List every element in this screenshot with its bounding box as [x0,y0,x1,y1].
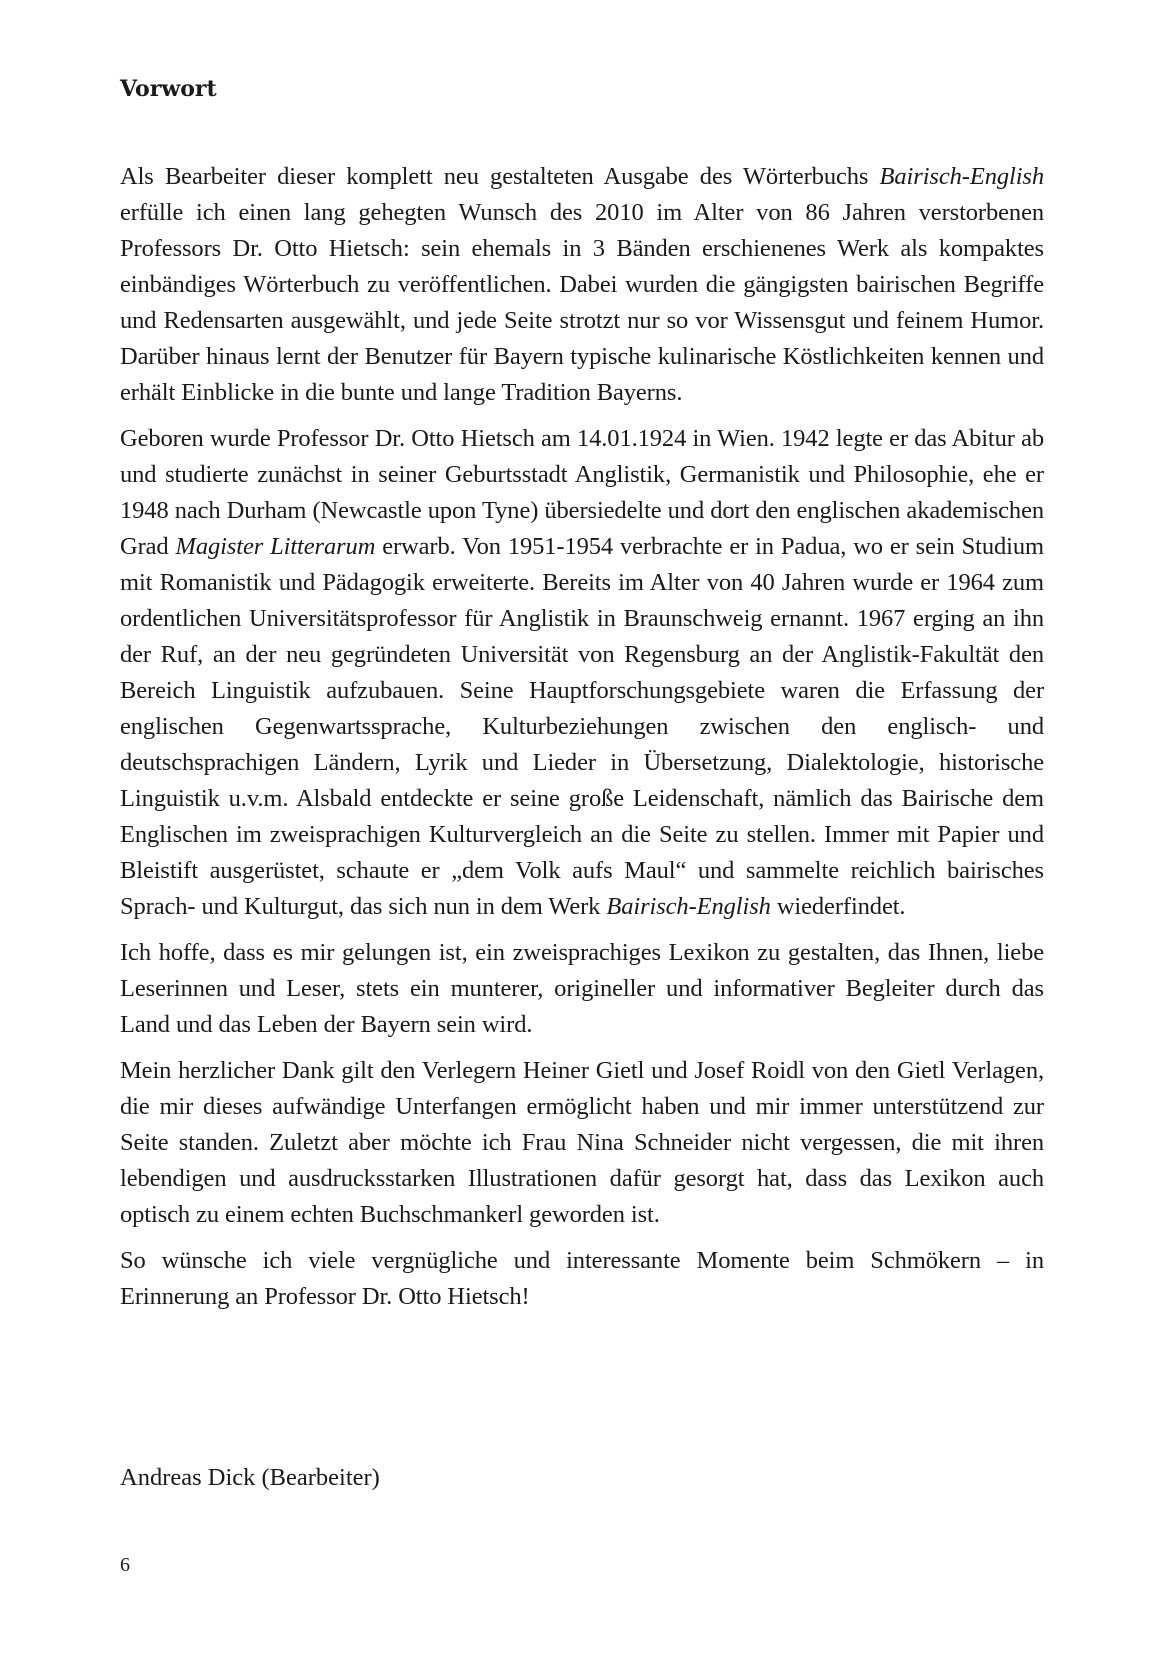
page-number: 6 [120,1554,130,1576]
paragraph-intro-text-2: erfülle ich einen lang gehegten Wunsch des 2010 im Alter von 86 Jahren verstorbenen Professors Dr. Otto Hietsch: sein ehemals in 3 Bänden erschienenes Werk als kompaktes einbändiges Wörterbuch zu veröffentlichen. Dabei wurden die gängigsten bairischen Begriffe und Redensarten ausgewählt, und jede Seite strotzt nur so vor Wissensgut und feinem Humor. Darüber hinaus lernt der Benutzer für Bayern typische kulinarische Köstlichkeiten kennen und erhält Einblicke in die bunte und lange Tradition Bayerns. [120,199,1044,406]
paragraph-intro [120,159,1044,411]
signature: Andreas Dick (Bearbeiter) [120,1464,380,1491]
paragraph-biography-text-3: wiederfindet. [770,893,906,920]
paragraph-biography [120,421,1044,925]
academic-degree: Magister Litterarum [175,533,376,560]
paragraph-thanks: Mein herzlicher Dank gilt den Verlegern Heiner Gietl und Josef Roidl von den Gietl Verlagen, die mir dieses aufwändige Unterfangen ermöglicht haben und mir immer unterstützend zur Seite standen. Zuletzt aber möchte ich Frau Nina Schneider nicht vergessen, die mit ihren lebendigen und ausdrucksstarken Illustrationen dafür gesorgt hat, dass das Lexikon auch optisch zu einem echten Buchschmankerl geworden ist. [120,1057,1044,1228]
book-title: Bairisch-English [879,163,1044,190]
paragraph-biography-text-1: Geboren wurde Professor Dr. Otto Hietsch am 14.01.1924 in Wien. 1942 legte er das Abitur ab und studierte zunächst in seiner Geburtsstadt Anglistik, Germanistik und Philosophie, ehe er 1948 nach Durham (Newcastle upon Tyne) übersiedelte und dort den englischen akademischen Grad [120,425,1044,560]
paragraph-biography-text-2: erwarb. Von 1951-1954 verbrachte er in Padua, wo er sein Studium mit Romanistik und Pädagogik erweiterte. Bereits im Alter von 40 Jahren wurde er 1964 zum ordentlichen Universitätsprofessor für Anglistik in Braunschweig ernannt. 1967 erging an ihn der Ruf, an der neu gegründeten Universität von Regensburg an der Anglistik-Fakultät den Bereich Linguistik aufzubauen. Seine Hauptforschungsgebiete waren die Erfassung der englischen Gegenwartssprache, Kulturbeziehungen zwischen den englisch- und deutschsprachigen Ländern, Lyrik und Lieder in Übersetzung, Dialektologie, historische Linguistik u.v.m. Alsbald entdeckte er seine große Leidenschaft, nämlich das Bairische dem Englischen im zweisprachigen Kulturvergleich an die Seite zu stellen. Immer mit Papier und Bleistift ausgerüstet, schaute er „dem Volk aufs Maul“ und sammelte reichlich bairisches Sprach- und Kulturgut, das sich nun in dem Werk [120,533,1044,920]
book-title: Bairisch-English [606,893,771,920]
body-text [120,159,1044,1315]
paragraph-intro-text-1: Als Bearbeiter dieser komplett neu gestalteten Ausgabe des Wörterbuchs [120,163,880,190]
paragraph-closing: So wünsche ich viele vergnügliche und interessante Momente beim Schmökern – in Erinnerung an Professor Dr. Otto Hietsch! [120,1247,1044,1310]
paragraph-hope: Ich hoffe, dass es mir gelungen ist, ein zweisprachiges Lexikon zu gestalten, das Ihnen, liebe Leserinnen und Leser, stets ein munterer, origineller und informativer Begleiter durch das Land und das Leben der Bayern sein wird. [120,939,1044,1038]
page-title: Vorwort [120,76,217,102]
